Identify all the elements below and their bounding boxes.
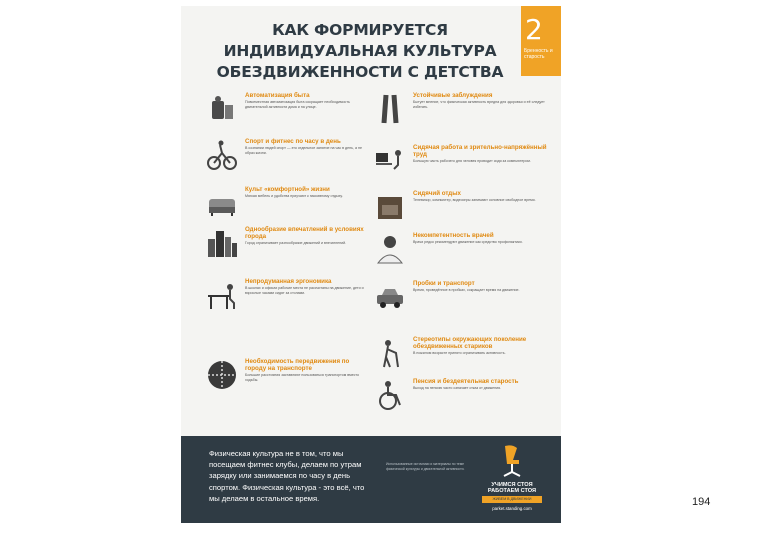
item-text: Телевизор, компьютер, видеоигры занимают основное свободное время. (413, 198, 536, 203)
item-title: Необходимость передвижения по городу на транспорте (245, 358, 350, 373)
item-title: Спорт и фитнес по часу в день (245, 138, 341, 145)
badge-label: Бренность и старость (524, 48, 553, 60)
brand-tagline: ЖИВЕМ В ДВИЖЕНИИ (482, 496, 542, 503)
list-item (373, 280, 553, 336)
item-text: В пожилом возрасте принято ограничивать активность. (413, 351, 506, 356)
list-item (373, 232, 553, 280)
list-item (205, 226, 365, 278)
footer-quote: Физическая культура не в том, что мы посещаем фитнес клубы, делаем по утрам зарядку или занимаемся по часу в день спортом. Физическая культура - это всё, что мы делаем в остальное время. (209, 449, 365, 503)
item-title: Сидячий отдых (413, 190, 461, 197)
poster-footer (181, 436, 561, 523)
doctor-icon (373, 232, 407, 266)
list-item (373, 92, 553, 144)
badge-number: 2 (525, 13, 543, 46)
item-text: В сознании людей спорт — это отдельное занятие на час в день, а не образ жизни. (245, 146, 362, 156)
brand-logo (477, 444, 547, 516)
item-text: Город ограничивает разнообразие движений и впечатлений. (245, 241, 347, 246)
list-item (205, 186, 365, 226)
road-junction-icon (205, 358, 239, 392)
item-title: Пенсия и бездеятельная старость (413, 378, 519, 385)
item-title: Стереотипы окружающих поколение обездвиженных стариков (413, 336, 527, 351)
list-item (373, 336, 553, 378)
item-title: Пробки и транспорт (413, 280, 475, 287)
list-item (205, 92, 365, 138)
item-title: Непродуманная эргономика (245, 278, 332, 285)
brand-url: parket.standing.com (492, 506, 532, 511)
legs-icon (373, 92, 407, 126)
wheelchair-icon (373, 378, 407, 412)
item-text: В школах и офисах рабочие места не рассчитаны на движение, дети и взрослые часами сидят за столами. (245, 286, 364, 296)
list-item (205, 278, 365, 358)
item-text: Большую часть рабочего дня человек проводит сидя за компьютером. (413, 159, 531, 164)
desk-worker-icon (205, 278, 239, 312)
chair-logo-icon (499, 444, 525, 478)
item-text: Повсеместная автоматизация быта сокращает необходимость двигательной активности дома и на улице. (245, 100, 350, 110)
item-text: Выход на пенсию часто означает отказ от движения. (413, 386, 502, 391)
item-title: Культ «комфортной» жизни (245, 186, 330, 193)
list-item (205, 358, 365, 418)
item-text: Врачи редко рекомендуют движение как средство профилактики. (413, 240, 523, 245)
brand-name: УЧИМСЯ СТОЯ РАБОТАЕМ СТОЯ (487, 482, 537, 494)
item-text: Мягкая мебель и удобства приучают к пассивному отдыху. (245, 194, 343, 199)
item-text: Время, проведённое в пробках, сокращает время на движение. (413, 288, 520, 293)
poster-title (215, 20, 505, 83)
item-title: Устойчивые заблуждения (413, 92, 493, 99)
right-column (373, 92, 553, 418)
item-text: Бытует мнение, что физическая активность вредна для здоровья и её следует избегать. (413, 100, 545, 110)
traffic-car-icon (373, 280, 407, 314)
page-number: 194 (692, 496, 711, 508)
item-title: Автоматизация быта (245, 92, 310, 99)
sources-list: Использованные источники и материалы по теме физической культуры и двигательной активности. (386, 462, 465, 472)
list-item (205, 138, 365, 186)
infographic-poster (181, 6, 561, 523)
office-work-icon (373, 144, 407, 178)
item-title: Некомпетентность врачей (413, 232, 494, 239)
sofa-icon (205, 186, 239, 220)
left-column (205, 92, 365, 418)
elderly-person-icon (373, 336, 407, 370)
armchair-icon (373, 190, 407, 224)
list-item (373, 378, 553, 418)
item-title: Сидячая работа и зрительно-напряжённый труд (413, 144, 547, 159)
item-text: Большие расстояния заставляют пользоваться транспортом вместо ходьбы. (245, 373, 359, 383)
list-item (373, 190, 553, 232)
title-line: ОБЕЗДВИЖЕННОСТИ С ДЕТСТВА (216, 63, 504, 81)
kitchen-appliances-icon (205, 92, 239, 126)
list-item (373, 144, 553, 190)
item-title: Однообразие впечатлений в условиях города (245, 226, 364, 241)
title-line: ИНДИВИДУАЛЬНАЯ КУЛЬТУРА (223, 42, 497, 60)
title-line: КАК ФОРМИРУЕТСЯ (272, 21, 448, 39)
series-badge (521, 6, 561, 76)
city-buildings-icon (205, 226, 239, 260)
cyclist-icon (205, 138, 239, 172)
